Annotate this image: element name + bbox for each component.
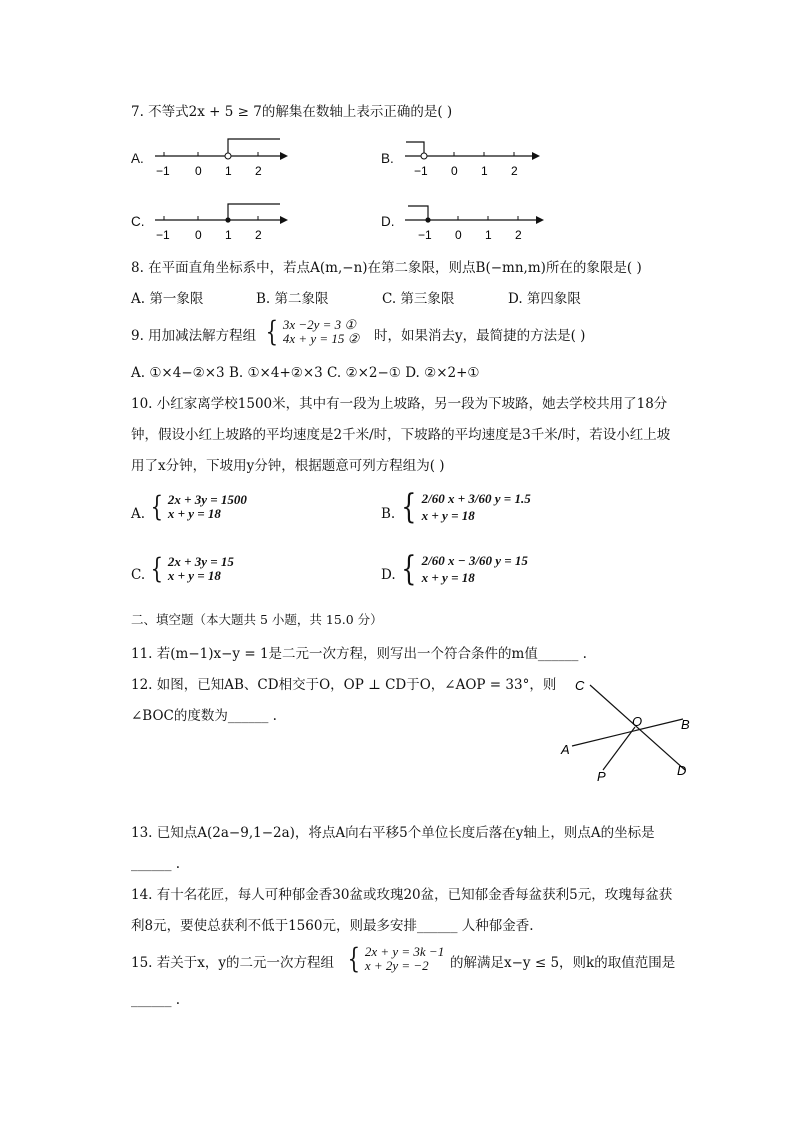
tick-label: 0	[195, 164, 202, 178]
q7-option-b-letter[interactable]: B.	[381, 151, 394, 166]
q8-option-d[interactable]: D. 第四象限	[508, 291, 581, 307]
q10-a-eq2: x + y = 18	[167, 506, 221, 521]
q10-line-3: 用了x分钟，下坡用y分钟，根据题意可列方程组为( )	[131, 458, 445, 474]
tick-label: 2	[511, 164, 518, 178]
q8-option-a[interactable]: A. 第一象限	[131, 291, 204, 307]
section-2-heading: 二、填空题（本大题共 5 小题，共 15.0 分）	[131, 612, 383, 627]
label-c: C	[575, 678, 585, 693]
q12-figure	[555, 672, 705, 787]
tick-label: −1	[418, 228, 432, 242]
tick-label: 0	[455, 228, 462, 242]
q10-line-2: 钟，假设小红上坡路的平均速度是2千米/时，下坡路的平均速度是3千米/时，若设小红上坡	[131, 427, 671, 443]
q10-c-eq1: 2x + 3y = 15	[167, 554, 234, 569]
q10-option-d-system[interactable]	[398, 549, 528, 589]
tick-label: −1	[414, 164, 428, 178]
tick-label: −1	[156, 228, 170, 242]
brace: {	[150, 552, 164, 585]
q12-line-1: 12. 如图，已知AB、CD相交于O，OP ⊥ CD于O，∠AOP = 33°，则	[131, 677, 557, 693]
closed-dot	[225, 217, 230, 222]
q7-option-a-number-line[interactable]	[150, 134, 290, 184]
q9-eq2: 4x + y = 15 ②	[282, 331, 360, 346]
q10-option-a-system[interactable]	[148, 490, 247, 523]
q10-option-b-letter[interactable]: B.	[381, 506, 396, 522]
solution-ray	[406, 142, 424, 153]
tick-label: −1	[156, 164, 170, 178]
q14-line-1: 14. 有十名花匠，每人可种郁金香30盆或玫瑰20盆，已知郁金香每盆获利5元，玫瑰每盆获	[131, 887, 673, 903]
q9-options[interactable]: A. ①×4−②×3 B. ①×4+②×3 C. ②×2−① D. ②×2+①	[131, 365, 480, 381]
q8-option-c[interactable]: C. 第三象限	[382, 291, 455, 307]
label-a: A	[561, 742, 570, 757]
q13-line-1: 13. 已知点A(2a−9,1−2a)，将点A向右平移5个单位长度后落在y轴上，则点A的坐标是	[131, 825, 655, 841]
q10-b-eq1: 2/60 x + 3/60 y = 1.5	[421, 491, 531, 506]
line-ab	[572, 719, 683, 746]
solution-ray	[228, 139, 280, 153]
arrow-head	[280, 152, 288, 160]
q7-option-c-number-line[interactable]	[150, 198, 290, 248]
q9-eq1: 3x −2y = 3 ①	[282, 317, 357, 332]
tick-label: 1	[481, 164, 488, 178]
brace: {	[150, 490, 164, 523]
tick-label: 0	[195, 228, 202, 242]
tick-label: 1	[225, 164, 232, 178]
q9-equation-system	[263, 315, 360, 348]
q10-d-eq2: x + y = 18	[421, 570, 475, 585]
q15-eq2: x + 2y = −2	[364, 958, 429, 973]
q9-prefix: 9. 用加减法解方程组	[131, 328, 257, 344]
ray-op	[603, 727, 635, 770]
q12-line-2: ∠BOC的度数为______ .	[131, 708, 277, 724]
label-o: O	[632, 714, 643, 729]
q8-option-b[interactable]: B. 第二象限	[256, 291, 329, 307]
q10-c-eq2: x + y = 18	[167, 568, 221, 583]
q7-stem: 7. 不等式2x + 5 ≥ 7的解集在数轴上表示正确的是( )	[131, 104, 453, 120]
label-b: B	[681, 717, 690, 732]
q11-text: 11. 若(m−1)x−y = 1是二元一次方程，则写出一个符合条件的m值______ .	[131, 646, 587, 662]
arrow-head	[536, 216, 544, 224]
solution-ray	[228, 204, 280, 220]
brace: {	[347, 942, 361, 975]
q7-option-c-letter[interactable]: C.	[131, 214, 145, 229]
q15-suffix: 的解满足x−y ≤ 5，则k的取值范围是	[450, 955, 676, 971]
q13-line-2: ______ .	[131, 856, 181, 872]
open-dot	[225, 153, 231, 159]
q7-option-d-number-line[interactable]	[400, 198, 548, 248]
q10-option-c-system[interactable]	[148, 552, 234, 585]
q7-option-b-number-line[interactable]	[400, 134, 545, 184]
arrow-head	[532, 152, 540, 160]
q10-option-d-letter[interactable]: D.	[381, 567, 396, 583]
tick-label: 0	[451, 164, 458, 178]
tick-label: 2	[255, 228, 262, 242]
solution-ray	[408, 206, 428, 220]
q7-option-d-letter[interactable]: D.	[381, 214, 395, 229]
q15-equation-system	[345, 942, 445, 975]
q8-stem: 8. 在平面直角坐标系中，若点A(m,−n)在第二象限，则点B(−mn,m)所在的象限是( )	[131, 260, 642, 276]
label-p: P	[597, 769, 606, 784]
q15-eq1: 2x + y = 3k −1	[364, 944, 445, 959]
open-dot	[421, 153, 427, 159]
brace: {	[401, 549, 417, 589]
q9-suffix: 时，如果消去y，最简捷的方法是( )	[374, 328, 586, 344]
q10-b-eq2: x + y = 18	[421, 508, 475, 523]
q15-prefix: 15. 若关于x，y的二元一次方程组	[131, 955, 335, 971]
q10-option-c-letter[interactable]: C.	[131, 567, 146, 583]
label-d: D	[677, 763, 687, 778]
q10-line-1: 10. 小红家离学校1500米，其中有一段为上坡路，另一段为下坡路，她去学校共用了18分	[131, 396, 668, 412]
q10-d-eq1: 2/60 x − 3/60 y = 15	[421, 553, 528, 568]
brace: {	[265, 315, 279, 348]
brace: {	[401, 487, 417, 527]
tick-label: 1	[485, 228, 492, 242]
tick-label: 2	[255, 164, 262, 178]
arrow-head	[280, 216, 288, 224]
closed-dot	[425, 217, 430, 222]
q10-a-eq1: 2x + 3y = 1500	[167, 492, 247, 507]
tick-label: 2	[515, 228, 522, 242]
tick-label: 1	[225, 228, 232, 242]
q7-option-a-letter[interactable]: A.	[131, 151, 144, 166]
q15-line-2: ______ .	[131, 992, 181, 1008]
q14-line-2: 利8元，要使总获利不低于1560元，则最多安排______ 人种郁金香.	[131, 918, 534, 934]
q10-option-b-system[interactable]	[398, 487, 531, 527]
q10-option-a-letter[interactable]: A.	[131, 506, 146, 522]
